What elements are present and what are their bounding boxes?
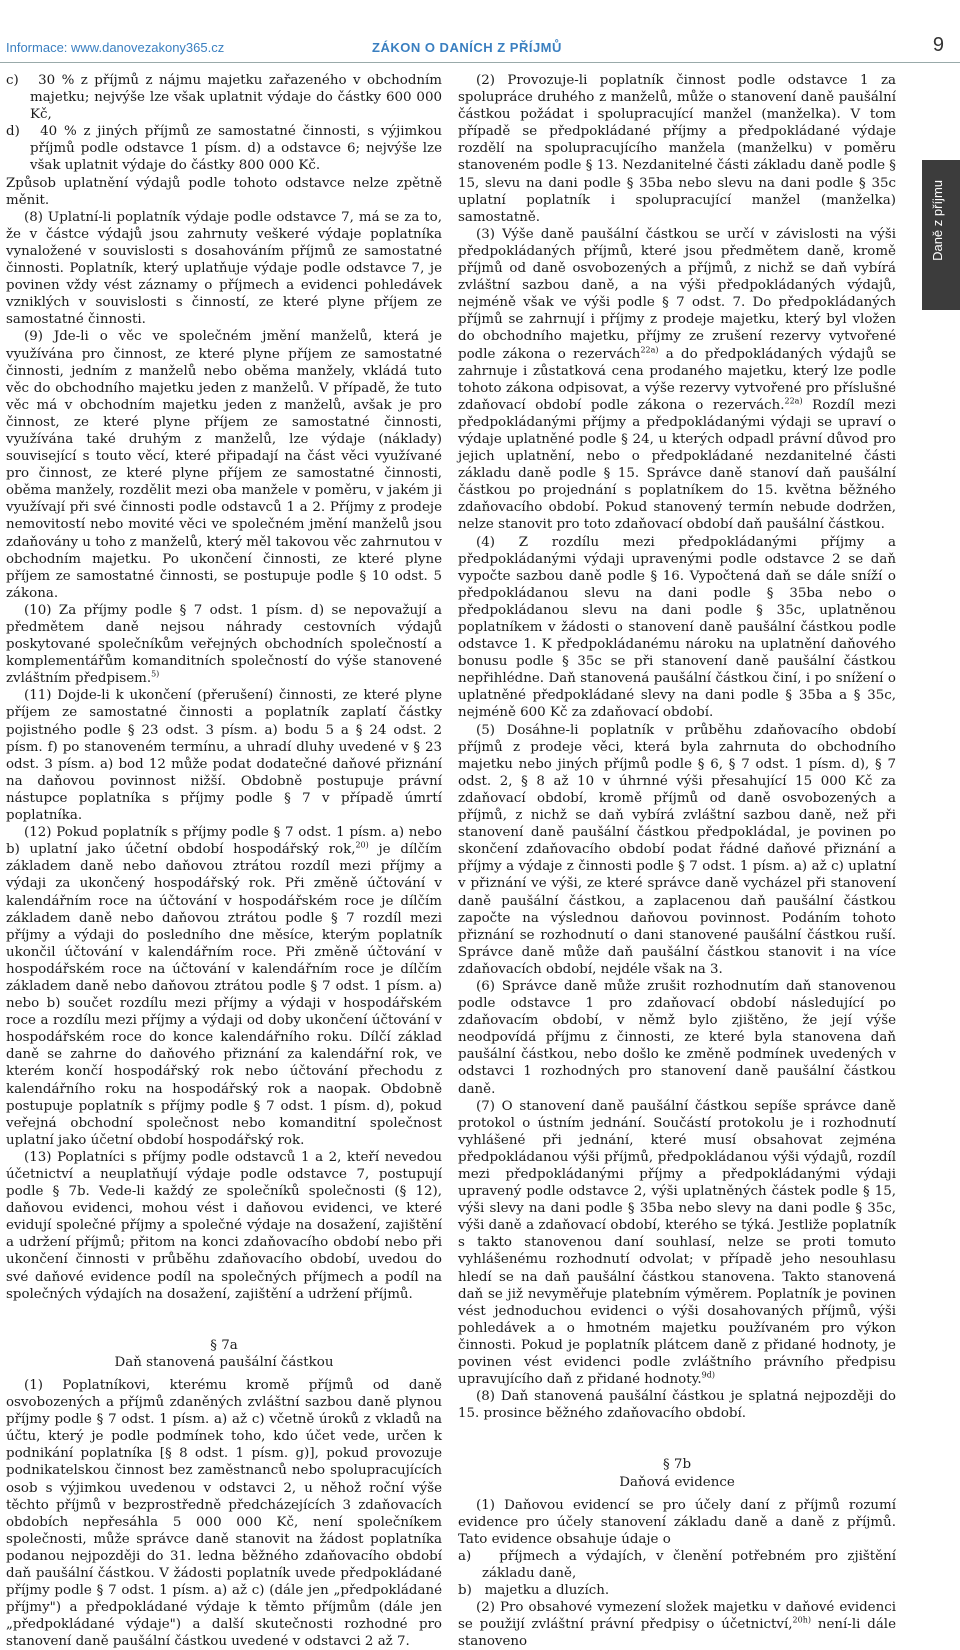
paragraph-text: (10) Za příjmy podle § 7 odst. 1 písm. d) se nepovažují a předmětem daně nejsou náhrady cestovních výdajů poskytované společníkům veřejných obchodních společností a komplementářům komanditních společností do výše stanovené zvláštním předpisem. <box>6 602 442 687</box>
paragraph-text: (7) O stanovení daně paušální částkou sepíše správce daně protokol o ústním jednání. Součástí protokolu je i rozhodnutí vyhlášené při jednání, které musí obsahovat zejména předpokládanou výši příjmů, předpokládanou výši výdajů, rozdíl mezi předpokládanými příjmy a předpokládanými výdaji upravený podle odstavce 2, výši uplatněných částek podle § 15, výši slevy na dani podle § 35ba nebo slevy na dani podle § 35c, výši daně a zdaňovací období, kterého se týká. Jestliže poplatník s takto stanovenou daní souhlasí, nelze se proti tomuto vyhlášenému rozhodnutí odvolat; v případě jeho nesouhlasu hledí se na daň paušální částkou stanovena. Takto stanovená daň se již nevyměřuje platebním výměrem. Poplatník je povinen vést jednoduchou evidenci o výši dosahovaných příjmů, výši pohledávek a o hmotném majetku používaném pro výkon činnosti. Pokud je poplatník plátcem daně z přidané hodnoty, je povinen vést evidenci podle zvláštního právního předpisu upravujícího daň z přidané hodnoty. <box>458 1098 896 1388</box>
paragraph-10 <box>6 602 442 687</box>
paragraph-12 <box>6 824 442 1149</box>
section-title: Daň stanovená paušální částkou <box>114 1354 334 1370</box>
paragraph-2b <box>458 1599 896 1650</box>
paragraph-8b: (8) Daň stanovená paušální částkou je splatná nejpozději do 15. prosince běžného zdaňovacího období. <box>458 1389 896 1422</box>
right-column <box>458 72 896 1650</box>
paragraph-text: a do předpokládaných výdajů se zahrnuje i zůstatková cena prodaného majetku, který lze podle tohoto zákona odpisovat, a výše rezervy vytvořené pro příslušné zdaňovací období podle zákona o rezervách. <box>458 346 896 413</box>
list-item-a: a) příjmech a výdajích, v členění potřebném pro zjištění základu daně, <box>458 1548 896 1581</box>
paragraph-text: (2) Pro obsahové vymezení složek majetku v daňové evidenci se použijí zvláštní právní předpisy o účetnictví, <box>458 1600 896 1633</box>
paragraph-1b: (1) Daňovou evidencí se pro účely daní z příjmů rozumí evidence pro účely stanovení základu daně a daně z příjmů. Tato evidence obsahuje údaje o <box>458 1497 896 1547</box>
paragraph-text: není-li dále stanoveno <box>458 1617 897 1650</box>
paragraph-text: je dílčím základem daně nebo daňovou ztrátou rozdíl mezi příjmy a výdaji za ukončený hospodářský rok. Při změně účtování v kalendářním roce na účtování v hospodářském roce je dílčím základem daně nebo daňovou ztrátou podle § 7 rozdíl mezi příjmy a výdaji do posledního dne měsíce, kterým poplatník ukončil účtování v kalendářním roce. Při změně účtování v hospodářském roce na účtování v kalendářním roce je dílčím základem daně nebo daňovou ztrátou podle § 7 odst. 1 písm. a) nebo b) součet rozdílu mezi příjmy a výdaji v hospodářském roce a rozdílu mezi příjmy a výdaji od doby ukončení účtování v hospodářském roce do konce kalendářního roku. Dílčí základ daně se zahrne do daňového přiznání za kalendářní rok, ve kterém končí hospodářský rok nebo účtování přechodu z kalendářního roku na hospodářský rok a naopak. Obdobně postupuje poplatník s příjmy podle § 7 odst. 1 písm. d), pokud veřejná obchodní společnost nebo komanditní společnost uplatní jako účetní období hospodářský rok. <box>6 842 442 1148</box>
footnote-ref: 9d) <box>701 1370 716 1380</box>
footnote-ref: 22a) <box>784 396 803 406</box>
side-tab-label: Daně z příjmu <box>930 180 945 261</box>
paragraph-text: (12) Pokud poplatník s příjmy podle § 7 odst. 1 písm. a) nebo b) uplatní jako účetní období hospodářský rok, <box>6 825 442 858</box>
paragraph-8: (8) Uplatní-li poplatník výdaje podle odstavce 7, má se za to, že v částce výdajů jsou zahrnuty veškeré výdaje poplatníka vynaložené v souvislosti s dosahováním příjmů ze samostatné činnosti. Poplatník, který uplatňuje výdaje podle odstavce 7, je povinen vždy vést záznamy o příjmech a evidenci pohledávek vzniklých v souvislosti s činností, ze které plyne příjem ze samostatné činnosti. <box>6 209 442 328</box>
side-tab <box>922 160 960 310</box>
paragraph-13: (13) Poplatníci s příjmy podle odstavců 1 a 2, kteří nevedou účetnictví a neuplatňují výdaje podle odstavce 7, postupují podle § 7b. Vede-li každý ze společníků společnosti (§ 12), daňovou evidenci, mohou vést i daňovou evidenci, ve které evidují společné příjmy a společné výdaje na dosažení, zajištění a udržení příjmů; přitom na konci zdaňovacího období nebo při ukončení činnosti v průběhu zdaňovacího období, uvedou do své daňové evidence podíl na společných příjmech a podíl na společných výdajích na dosažení, zajištění a udržení příjmů. <box>6 1149 442 1302</box>
footnote-ref: 5) <box>151 669 160 679</box>
left-column <box>6 72 442 1650</box>
paragraph-2: (2) Provozuje-li poplatník činnost podle odstavce 1 za spolupráce druhého z manželů, může o stanovení daně paušální částkou požádat i spolupracující manžel (manželka). V tom případě se předpokládané příjmy a předpokládané výdaje rozdělí na spolupracujícího manžela (manželku) v poměru stanoveném podle § 13. Nezdanitelné části základu daně podle § 15, slevu na dani podle § 35ba nebo slevu na dani podle § 35c uplatní poplatník i spolupracující manžel (manželka) samostatně. <box>458 73 896 225</box>
paragraph-4: (4) Z rozdílu mezi předpokládanými příjmy a předpokládanými výdaji upravenými podle odstavce 2 se daň vypočte sazbou daně podle § 16. Vypočtená daň se dále sníží o předpokládanou slevu na dani podle § 35ba nebo o předpokládanou slevu na dani podle § 35c, uplatněnou poplatníkem v žádosti o stanovení daně paušální částkou podle odstavce 1. K předpokládanému nároku na uplatnění daňového bonusu podle § 35c se při stanovení daně paušální částkou nepřihlédne. Daň stanovená paušální částkou činí, i po snížení o uplatněné předpokládané slevy na dani podle § 35ba a § 35c, nejméně 600 Kč za zdaňovací období. <box>458 534 896 721</box>
page-header <box>0 34 960 60</box>
running-title: ZÁKON O DANÍCH Z PŘÍJMŮ <box>372 40 562 55</box>
footnote-ref: 22a) <box>640 345 659 355</box>
section-number: § 7a <box>210 1337 238 1353</box>
paragraph-3 <box>458 226 896 534</box>
paragraph: Způsob uplatnění výdajů podle tohoto odstavce nelze zpětně měnit. <box>6 175 442 208</box>
footnote-ref: 20h) <box>792 1615 811 1625</box>
paragraph-text: Rozdíl mezi předpokládanými příjmy a předpokládanými výdaji se upraví o výdaje uplatněné podle § 24, u kterých odpadl právní důvod pro jejich uplatnění, nebo o předpokládané nezdanitelné části základu daně podle § 15. Správce daně stanoví daň paušální částkou po projednání s poplatníkem do 15. května běžného zdaňovacího období. Pokud stanovený termín nebude dodržen, nelze stanovit pro toto zdaňovací období daň paušální částkou. <box>458 397 896 533</box>
source-link[interactable]: Informace: www.danovezakony365.cz <box>6 40 225 55</box>
section-number: § 7b <box>662 1457 692 1473</box>
paragraph-7 <box>458 1098 896 1389</box>
footnote-ref: 20) <box>355 840 369 850</box>
paragraph-5: (5) Dosáhne-li poplatník v průběhu zdaňovacího období příjmů z prodeje věci, která byla zahrnuta do obchodního majetku nebo jiných příjmů podle § 6, § 7 odst. 1 písm. d), § 7 odst. 2, § 8 až 10 v úhrnné výši přesahující 15 000 Kč za zdaňovací období, kromě příjmů od daně osvobozených a příjmů, z nichž se daň vybírá zvláštní sazbou daně, než při stanovení daně paušální částkou předpokládal, je povinen po skončení zdaňovacího období podat řádné daňové přiznání a příjmy a výdaje z činnosti podle § 7 odst. 1 písm. a) až c) uplatní v přiznání ve výši, ze které správce daně vycházel při stanovení daně paušální částkou, a zaplacenou daň paušální částkou započte na výslednou daňovou povinnost. Podáním tohoto přiznání se rozhodnutí o dani stanovené paušální částkou ruší. Správce daně může daň paušální částkou stanovit i na více zdaňovacích období, nejdéle však na 3. <box>458 722 896 977</box>
paragraph-text: (3) Výše daně paušální částkou se určí v závislosti na výši předpokládaných příjmů, které jsou předmětem daně, kromě příjmů od daně osvobozených a příjmů, z nichž se daň vybírá zvláštní sazbou daně, a na výši předpokládaných výdajů, nejméně však ve výši podle § 7 odst. 7. Do předpokládaných příjmů se zahrnují i příjmy z prodeje majetku, který byl vložen do obchodního majetku, příjmy ze zrušení rezervy vytvořené podle zákona o rezervách <box>458 226 896 362</box>
page-number: 9 <box>932 34 944 56</box>
list-item-b: b) majetku a dluzích. <box>458 1583 610 1599</box>
list-item-c: c) 30 % z příjmů z nájmu majetku zařazeného v obchodním majetku; nejvýše lze však uplatnit výdaje do částky 600 000 Kč, <box>6 73 442 123</box>
paragraph-9: (9) Jde-li o věc ve společném jmění manželů, která je využívána pro činnost, ze které plyne příjem ze samostatné činnosti, jedním z manželů nebo oběma manžely, vkládá tuto věc do obchodního majetku jeden z manželů. V případě, že tuto věc má v obchodním majetku jeden z manželů, avšak je pro činnost, ze které plyne příjem ze samostatné činnosti, využívána také druhým z manželů, lze výdaje (náklady) související s touto věcí, které připadají na část věci využívané pro činnost, ze které plyne příjem ze samostatné činnosti, oběma manžely, rozdělit mezi oba manžele v poměru, v jakém ji využívají při své činnosti podle odstavců 1 a 2. Příjmy z prodeje nemovitostí nebo movité věci ve společném jmění manželů jsou zdaňovány u toho z manželů, který měl takovou věc zahrnutou v obchodním majetku. Po ukončení činnosti, ze které plyne příjem ze samostatné činnosti, se postupuje podle § 10 odst. 5 zákona. <box>6 329 442 601</box>
header-rule <box>0 62 960 63</box>
paragraph-1: (1) Poplatníkovi, kterému kromě příjmů od daně osvobozených a příjmů zdaněných zvláštní sazbou daně plynou příjmy podle § 7 odst. 1 písm. a) až c) včetně úroků z vkladů na účtu, který je podle podmínek toho, kdo účet vede, určen k podnikání poplatníka [§ 8 odst. 1 písm. g)], pokud provozuje podnikatelskou činnost bez zaměstnanců nebo spolupracujících osob s výjimkou uvedenou v odstavci 2, u něhož roční výše těchto příjmů v bezprostředně předcházejících 3 zdaňovacích obdobích nepřesáhla 5 000 000 Kč, není společníkem společnosti, může správce daně stanovit na žádost poplatníka podanou nejpozději do 31. ledna běžného zdaňovacího období daň paušální částkou. V žádosti poplatník uvede předpokládané příjmy podle § 7 odst. 1 písm. a) až c) (dále jen „předpokládané příjmy") a předpokládané výdaje k těmto příjmům (dále jen „předpokládané výdaje") a další skutečnosti rozhodné pro stanovení daně paušální částkou uvedené v odstavci 2 až 7. <box>6 1377 442 1650</box>
section-title: Daňová evidence <box>619 1474 735 1490</box>
paragraph-6: (6) Správce daně může zrušit rozhodnutím daň stanovenou podle odstavce 1 pro zdaňovací období následující po zdaňovacím období, v němž bylo zjištěno, že její výše neodpovídá příjmu z činnosti, ze které byla stanovena daň paušální částkou, nebo došlo ke změně podmínek uvedených v odstavci 1 rozhodných pro stanovení daně paušální částkou daně. <box>458 978 896 1097</box>
paragraph-11: (11) Dojde-li k ukončení (přerušení) činnosti, ze které plyne příjem ze samostatné činnosti a poplatník zaplatí částky pojistného podle § 23 odst. 3 písm. a) bodu 5 a § 24 odst. 2 písm. f) po stanoveném termínu, a uhradí dluhy uvedené v § 23 odst. 3 písm. a) bod 12 může podat dodatečné daňové přiznání na daňovou povinnost nižší. Obdobně postupuje právní nástupce poplatníka s příjmy podle § 7 v případě úmrtí poplatníka. <box>6 688 442 824</box>
list-item-d: d) 40 % z jiných příjmů ze samostatné činnosti, s výjimkou příjmů podle odstavce 1 písm. d) a odstavce 6; nejvýše lze však uplatnit výdaje do částky 800 000 Kč. <box>6 124 442 174</box>
